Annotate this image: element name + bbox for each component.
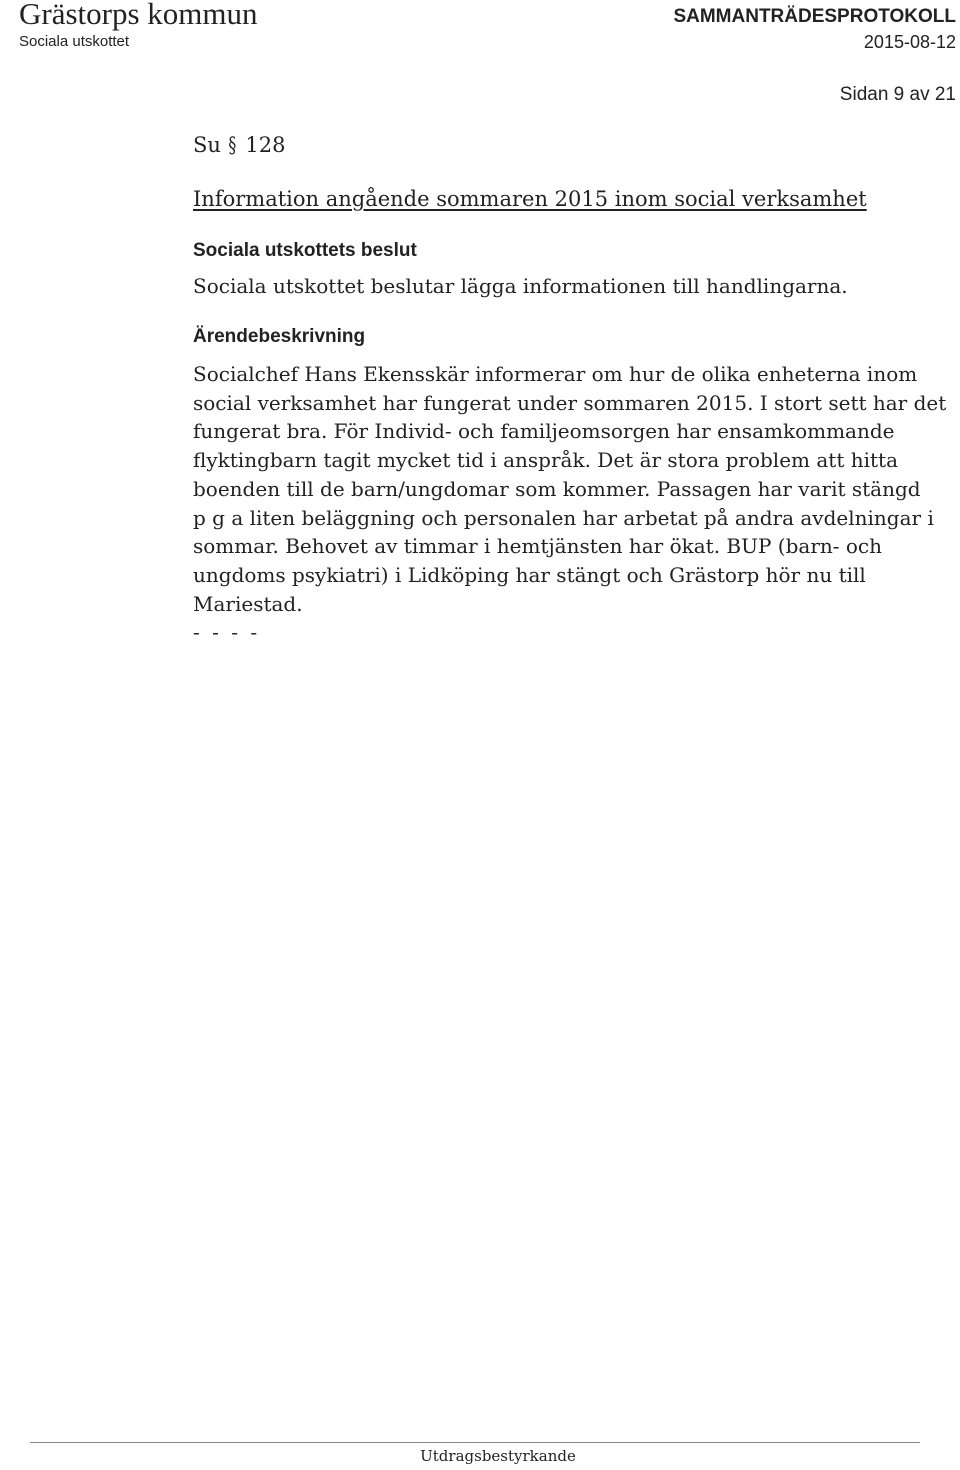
description-line: ungdoms psykiatri) i Lidköping har stängt och Grästorp hör nu till	[193, 562, 866, 587]
description-heading: Ärendebeskrivning	[193, 326, 366, 347]
end-marker: - - - -	[193, 620, 261, 644]
description-line: fungerat bra. För Individ- och familjeomsorgen har ensamkommande	[193, 419, 895, 444]
footer-certification-label: Utdragsbestyrkande	[420, 1447, 576, 1465]
decision-heading: Sociala utskottets beslut	[193, 240, 417, 261]
section-subject: Information angående sommaren 2015 inom social verksamhet	[193, 187, 867, 211]
section-number	[193, 133, 286, 157]
footer-divider	[30, 1442, 920, 1443]
description-line: social verksamhet har fungerat under sommaren 2015. I stort sett har det	[193, 390, 947, 415]
section-symbol: §	[228, 133, 237, 157]
description-line: p g a liten beläggning och personalen har arbetat på andra avdelningar i	[193, 505, 934, 530]
section-prefix: Su	[193, 133, 221, 157]
decision-text: Sociala utskottet beslutar lägga informationen till handlingarna.	[193, 274, 848, 298]
description-line: flyktingbarn tagit mycket tid i anspråk. Det är stora problem att hitta	[193, 448, 898, 473]
document-type: SAMMANTRÄDESPROTOKOLL	[673, 6, 956, 27]
description-line: Socialchef Hans Ekensskär informerar om hur de olika enheterna inom	[193, 362, 918, 386]
description-line: boenden till de barn/ungdomar som kommer. Passagen har varit stängd	[193, 476, 921, 501]
organization-name: Grästorps kommun	[19, 0, 258, 31]
section-number-value: 128	[245, 133, 286, 157]
description-line: Mariestad.	[193, 591, 303, 616]
page-number: Sidan 9 av 21	[839, 84, 956, 105]
committee-name: Sociala utskottet	[19, 33, 130, 50]
meeting-date: 2015-08-12	[863, 32, 956, 52]
description-text	[193, 360, 947, 618]
description-line: sommar. Behovet av timmar i hemtjänsten har ökat. BUP (barn- och	[193, 534, 882, 559]
